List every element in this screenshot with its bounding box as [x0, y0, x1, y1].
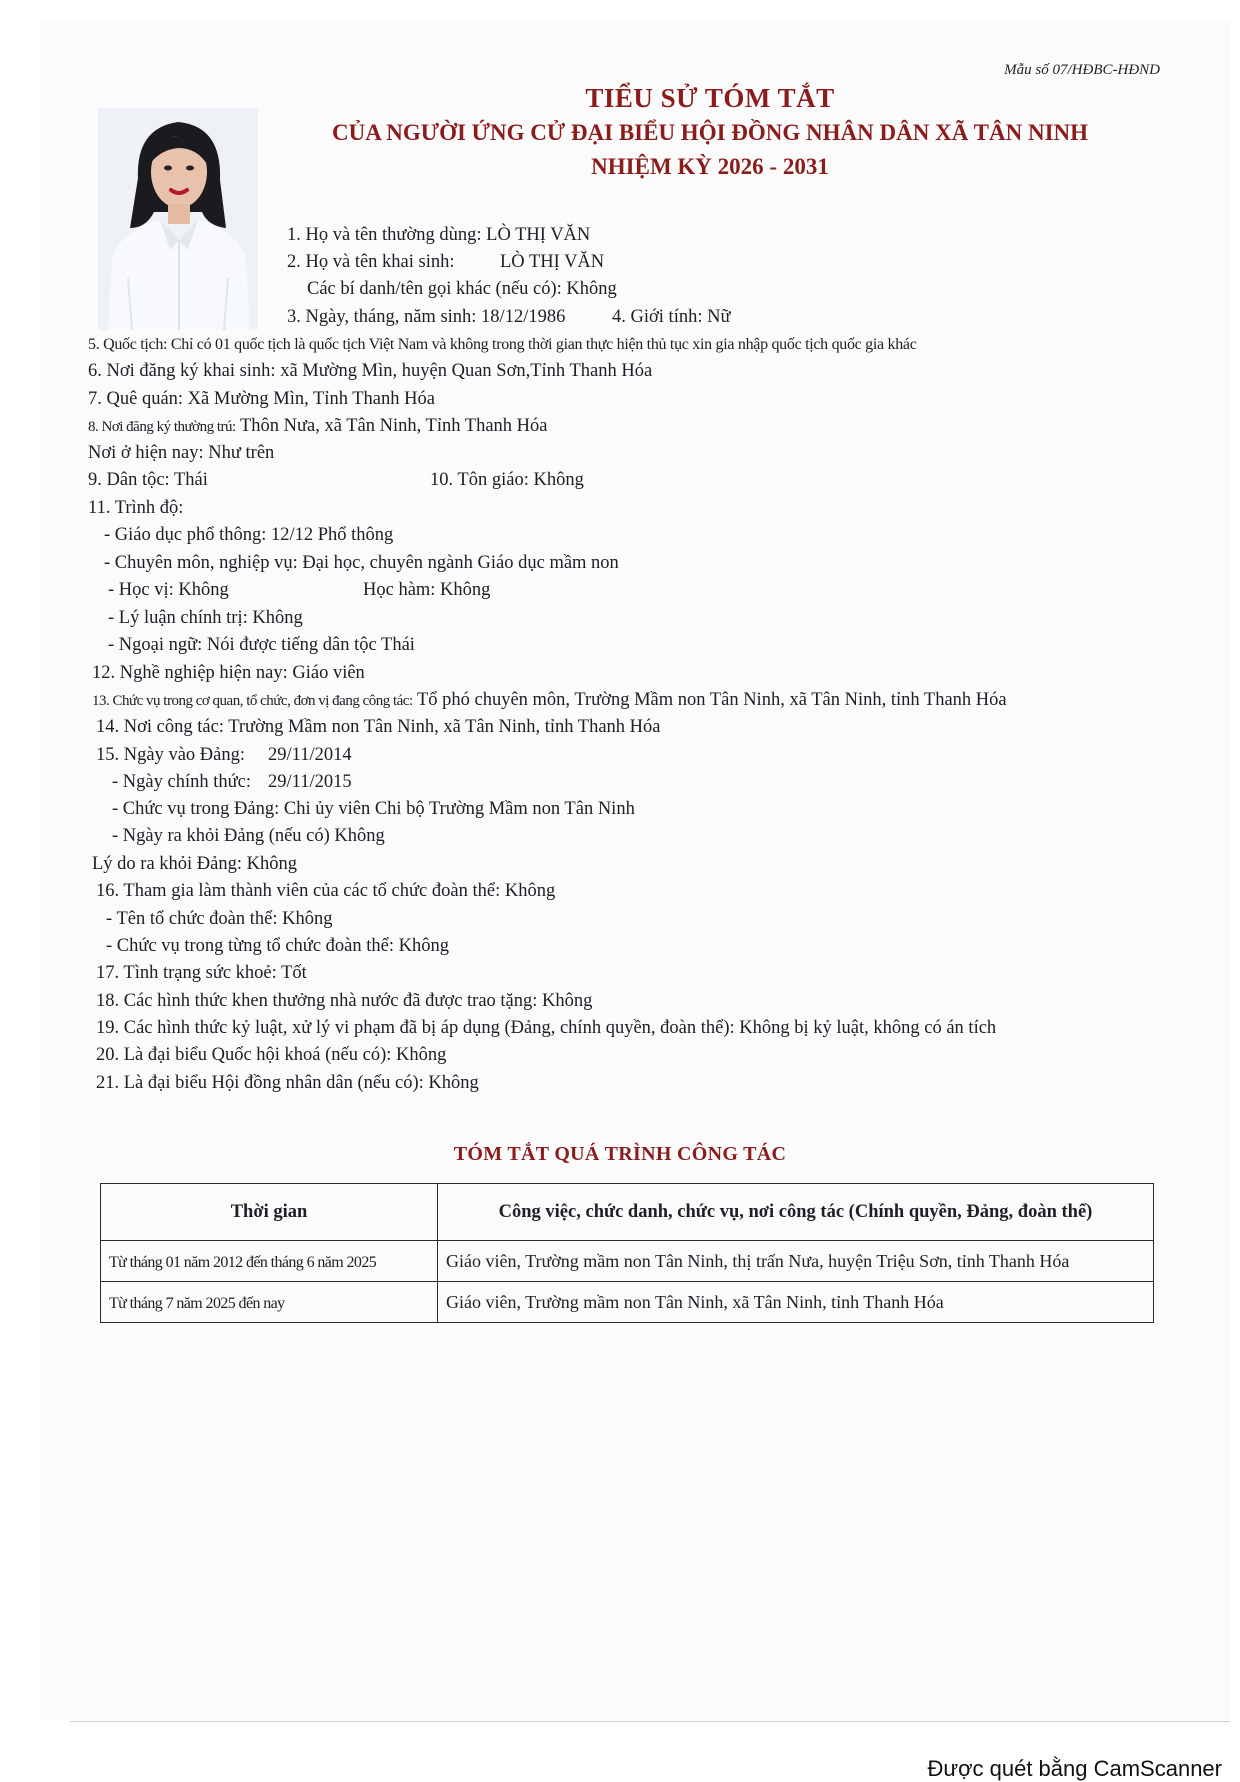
field-workplace: 14. Nơi công tác: Trường Mầm non Tân Ninh, xã Tân Ninh, tỉnh Thanh Hóa — [96, 717, 661, 737]
document-title: TIỂU SỬ TÓM TẮT — [585, 83, 835, 113]
column-header-time: Thời gian — [101, 1184, 438, 1241]
field-permanent-residence-value: Thôn Nưa, xã Tân Ninh, Tỉnh Thanh Hóa — [239, 416, 548, 436]
table-cell-time — [101, 1282, 438, 1323]
field-party-official-date: 29/11/2015 — [268, 772, 352, 792]
field-education-professional: - Chuyên môn, nghiệp vụ: Đại học, chuyên ngành Giáo dục mầm non — [104, 553, 619, 573]
field-nationality — [88, 331, 917, 358]
field-party-official-label: - Ngày chính thức: — [112, 772, 251, 792]
field-nationality-text: 5. Quốc tịch: Chỉ có 01 quốc tịch là quốc tịch Việt Nam và không trong thời gian thực hiện thủ tục xin gia nhập quốc tịch quốc gia khác — [88, 336, 917, 353]
field-political-theory: - Lý luận chính trị: Không — [108, 608, 303, 628]
work-history-table — [100, 1183, 1154, 1323]
field-health: 17. Tình trạng sức khoẻ: Tốt — [96, 963, 307, 983]
table-header-row — [101, 1184, 1154, 1241]
field-permanent-residence — [88, 413, 547, 440]
field-party-left: - Ngày ra khỏi Đảng (nếu có) Không — [112, 826, 385, 846]
field-current-residence: Nơi ở hiện nay: Như trên — [88, 443, 275, 463]
field-organization-name: - Tên tổ chức đoàn thể: Không — [106, 909, 333, 929]
field-birth-registration: 6. Nơi đăng ký khai sinh: xã Mường Mìn, huyện Quan Sơn,Tỉnh Thanh Hóa — [88, 361, 653, 381]
field-birthdate: 3. Ngày, tháng, năm sinh: 18/12/1986 — [287, 307, 566, 327]
title-block — [300, 80, 1120, 184]
field-party-join-label: 15. Ngày vào Đảng: — [96, 745, 245, 765]
time-value: Từ tháng 01 năm 2012 đến tháng 6 năm 2025 — [109, 1253, 377, 1271]
table-row — [101, 1282, 1154, 1323]
document-subtitle: CỦA NGƯỜI ỨNG CỬ ĐẠI BIỂU HỘI ĐỒNG NHÂN DÂN XÃ TÂN NINH — [331, 120, 1089, 145]
page-bottom-edge — [70, 1721, 1230, 1722]
form-code: Mẫu số 07/HĐBC-HĐND — [1004, 62, 1160, 78]
field-occupation: 12. Nghề nghiệp hiện nay: Giáo viên — [92, 663, 365, 683]
field-academic-degree: - Học vị: Không — [108, 580, 229, 600]
field-party-position: - Chức vụ trong Đảng: Chi ủy viên Chi bộ Trường Mầm non Tân Ninh — [112, 799, 635, 819]
field-position-label: 13. Chức vụ trong cơ quan, tổ chức, đơn vị đang công tác: — [92, 693, 413, 709]
table-cell-work: Giáo viên, Trường mầm non Tân Ninh, xã Tân Ninh, tỉnh Thanh Hóa — [438, 1282, 1154, 1323]
field-religion: 10. Tôn giáo: Không — [430, 470, 584, 490]
field-alias: Các bí danh/tên gọi khác (nếu có): Không — [307, 279, 617, 299]
field-hometown: 7. Quê quán: Xã Mường Mìn, Tỉnh Thanh Hóa — [88, 389, 435, 409]
field-ethnicity: 9. Dân tộc: Thái — [88, 470, 208, 490]
table-cell-work: Giáo viên, Trường mầm non Tân Ninh, thị trấn Nưa, huyện Triệu Sơn, tỉnh Thanh Hóa — [438, 1241, 1154, 1282]
candidate-photo — [98, 108, 258, 330]
field-education-general: - Giáo dục phổ thông: 12/12 Phổ thông — [104, 525, 394, 545]
time-value: Từ tháng 7 năm 2025 đến nay — [109, 1294, 285, 1312]
field-gender: 4. Giới tính: Nữ — [612, 307, 731, 327]
table-cell-time — [101, 1241, 438, 1282]
field-party-left-reason: Lý do ra khỏi Đảng: Không — [92, 854, 298, 874]
field-birth-name-label: 2. Họ và tên khai sinh: — [287, 252, 455, 272]
field-party-join-date: 29/11/2014 — [268, 745, 352, 765]
scanner-watermark: Được quét bằng CamScanner — [927, 1756, 1222, 1781]
document-term: NHIỆM KỲ 2026 - 2031 — [591, 154, 829, 179]
field-foreign-language: - Ngoại ngữ: Nói được tiếng dân tộc Thái — [108, 635, 415, 655]
field-organizations: 16. Tham gia làm thành viên của các tổ chức đoàn thể: Không — [96, 881, 556, 901]
field-birth-name-value: LÒ THỊ VĂN — [500, 252, 605, 272]
field-permanent-residence-label: 8. Nơi đăng ký thường trú: — [88, 419, 236, 435]
field-education: 11. Trình độ: — [88, 498, 184, 518]
field-peoples-council: 21. Là đại biểu Hội đồng nhân dân (nếu có): Không — [96, 1073, 479, 1093]
work-history-title: TÓM TẮT QUÁ TRÌNH CÔNG TÁC — [453, 1143, 787, 1165]
field-academic-title: Học hàm: Không — [363, 580, 491, 600]
column-header-work: Công việc, chức danh, chức vụ, nơi công tác (Chính quyền, Đảng, đoàn thể) — [438, 1184, 1154, 1241]
field-position — [92, 687, 1007, 714]
field-national-assembly: 20. Là đại biểu Quốc hội khoá (nếu có): Không — [96, 1045, 447, 1065]
field-organization-position: - Chức vụ trong từng tổ chức đoàn thể: Không — [106, 936, 449, 956]
field-common-name: 1. Họ và tên thường dùng: LÒ THỊ VĂN — [287, 225, 591, 245]
table-row — [101, 1241, 1154, 1282]
portrait-image — [98, 108, 258, 330]
field-discipline: 19. Các hình thức kỷ luật, xử lý vi phạm đã bị áp dụng (Đảng, chính quyền, đoàn thể): Không bị kỷ luật, không có án tích — [96, 1018, 997, 1038]
field-position-value: Tổ phó chuyên môn, Trường Mầm non Tân Ninh, xã Tân Ninh, tỉnh Thanh Hóa — [416, 690, 1007, 710]
field-awards: 18. Các hình thức khen thưởng nhà nước đã được trao tặng: Không — [96, 991, 593, 1011]
